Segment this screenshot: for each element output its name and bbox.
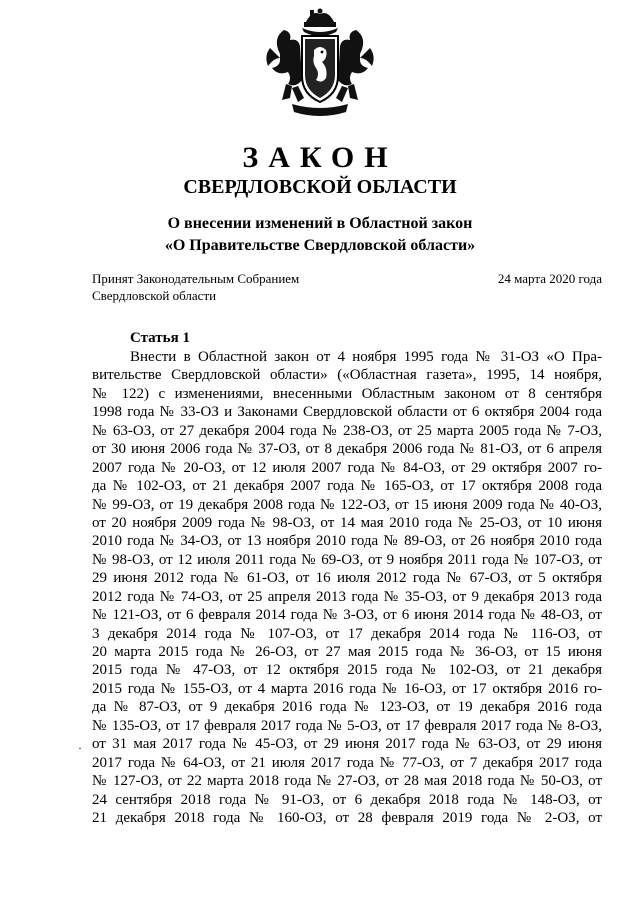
body-text-line: № 121-ОЗ, от 6 февраля 2014 года № 3-ОЗ, от 6 июня 2014 года № 48-ОЗ, от	[92, 607, 602, 624]
body-text-line: вительстве Свердловской области» («Областная газета», 1995, 14 ноября,	[92, 367, 602, 384]
body-text-line: 24 сентября 2018 года № 91-ОЗ, от 6 декабря 2018 года № 148-ОЗ, от	[92, 791, 602, 808]
body-text-line: 2015 года № 155-ОЗ, от 4 марта 2016 года № 16-ОЗ, от 17 октября 2016 го-	[92, 680, 602, 697]
region-title: СВЕРДЛОВСКОЙ ОБЛАСТИ	[183, 176, 457, 198]
adopted-by-line-1: Принят Законодательным Собранием	[92, 271, 300, 286]
adopted-by	[92, 270, 299, 304]
article-heading: Статья 1	[130, 330, 190, 346]
body-text-line: № 127-ОЗ, от 22 марта 2018 года № 27-ОЗ, от 28 мая 2018 года № 50-ОЗ, от	[92, 773, 602, 790]
body-text-line: № 99-ОЗ, от 19 декабря 2008 года № 122-ОЗ, от 15 июня 2009 года № 40-ОЗ,	[92, 496, 602, 513]
body-text-line: от 30 июня 2006 года № 37-ОЗ, от 8 декабря 2006 года № 81-ОЗ, от 6 апреля	[92, 441, 602, 458]
body-text-line: от 20 ноября 2009 года № 98-ОЗ, от 14 мая 2010 года № 25-ОЗ, от 10 июня	[92, 514, 602, 531]
coat-of-arms-icon	[262, 8, 378, 120]
law-subject	[0, 213, 640, 257]
body-text-line: 3 декабря 2014 года № 107-ОЗ, от 17 декабря 2014 года № 116-ОЗ, от	[92, 625, 602, 642]
body-text-line: да № 87-ОЗ, от 9 декабря 2016 года № 123-ОЗ, от 19 декабря 2016 года	[92, 699, 602, 716]
body-text-line: 2015 года № 47-ОЗ, от 12 октября 2015 года № 102-ОЗ, от 21 декабря	[92, 662, 602, 679]
body-text-line: от 31 мая 2017 года № 45-ОЗ, от 29 июня 2017 года № 63-ОЗ, от 29 июня	[92, 736, 602, 753]
body-text-line: 29 июня 2012 года № 61-ОЗ, от 16 июля 2012 года № 67-ОЗ, от 5 октября	[92, 570, 602, 587]
body-text-line: 2010 года № 34-ОЗ, от 13 ноября 2010 года № 89-ОЗ, от 26 ноября 2010 года	[92, 533, 602, 550]
body-text-line: № 98-ОЗ, от 12 июля 2011 года № 69-ОЗ, от 9 ноября 2011 года № 107-ОЗ, от	[92, 551, 602, 568]
subject-line-1: О внесении изменений в Областной закон	[167, 215, 473, 232]
law-title: ЗАКОН	[242, 141, 398, 174]
body-text-line: Внести в Областной закон от 4 ноября 1995 года № 31-ОЗ «О Пра-	[130, 349, 602, 365]
article-body	[92, 348, 602, 827]
body-text-line: 2007 года № 20-ОЗ, от 12 июля 2007 года № 84-ОЗ, от 29 октября 2007 го-	[92, 459, 602, 476]
body-text-line: 21 декабря 2018 года № 160-ОЗ, от 28 февраля 2019 года № 2-ОЗ, от	[92, 809, 602, 826]
body-text-line: № 122) с изменениями, внесенными Областным законом от 8 сентября	[92, 385, 602, 402]
adopted-by-line-2: Свердловской области	[92, 288, 217, 303]
body-text-line: да № 102-ОЗ, от 21 декабря 2007 года № 165-ОЗ, от 17 октября 2008 года	[92, 478, 602, 495]
subject-line-2: «О Правительстве Свердловской области»	[164, 237, 476, 254]
body-text-line: 2017 года № 64-ОЗ, от 21 июля 2017 года № 77-ОЗ, от 7 декабря 2017 года	[92, 754, 602, 771]
body-text-line: № 63-ОЗ, от 27 декабря 2004 года № 238-ОЗ, от 25 марта 2005 года № 7-ОЗ,	[92, 422, 602, 439]
body-text-line: № 135-ОЗ, от 17 февраля 2017 года № 5-ОЗ, от 17 февраля 2017 года № 8-ОЗ,	[92, 717, 602, 734]
adoption-date: 24 марта 2020 года	[497, 271, 602, 286]
body-text-line: 1998 года № 33-ОЗ и Законами Свердловской области от 6 октября 2004 года	[92, 404, 602, 421]
body-text-line: 20 марта 2015 года № 26-ОЗ, от 27 мая 2015 года № 36-ОЗ, от 15 июня	[92, 644, 602, 660]
margin-mark: ·	[78, 741, 82, 755]
body-text-line: 2012 года № 74-ОЗ, от 25 апреля 2013 года № 35-ОЗ, от 9 декабря 2013 года	[92, 588, 602, 605]
